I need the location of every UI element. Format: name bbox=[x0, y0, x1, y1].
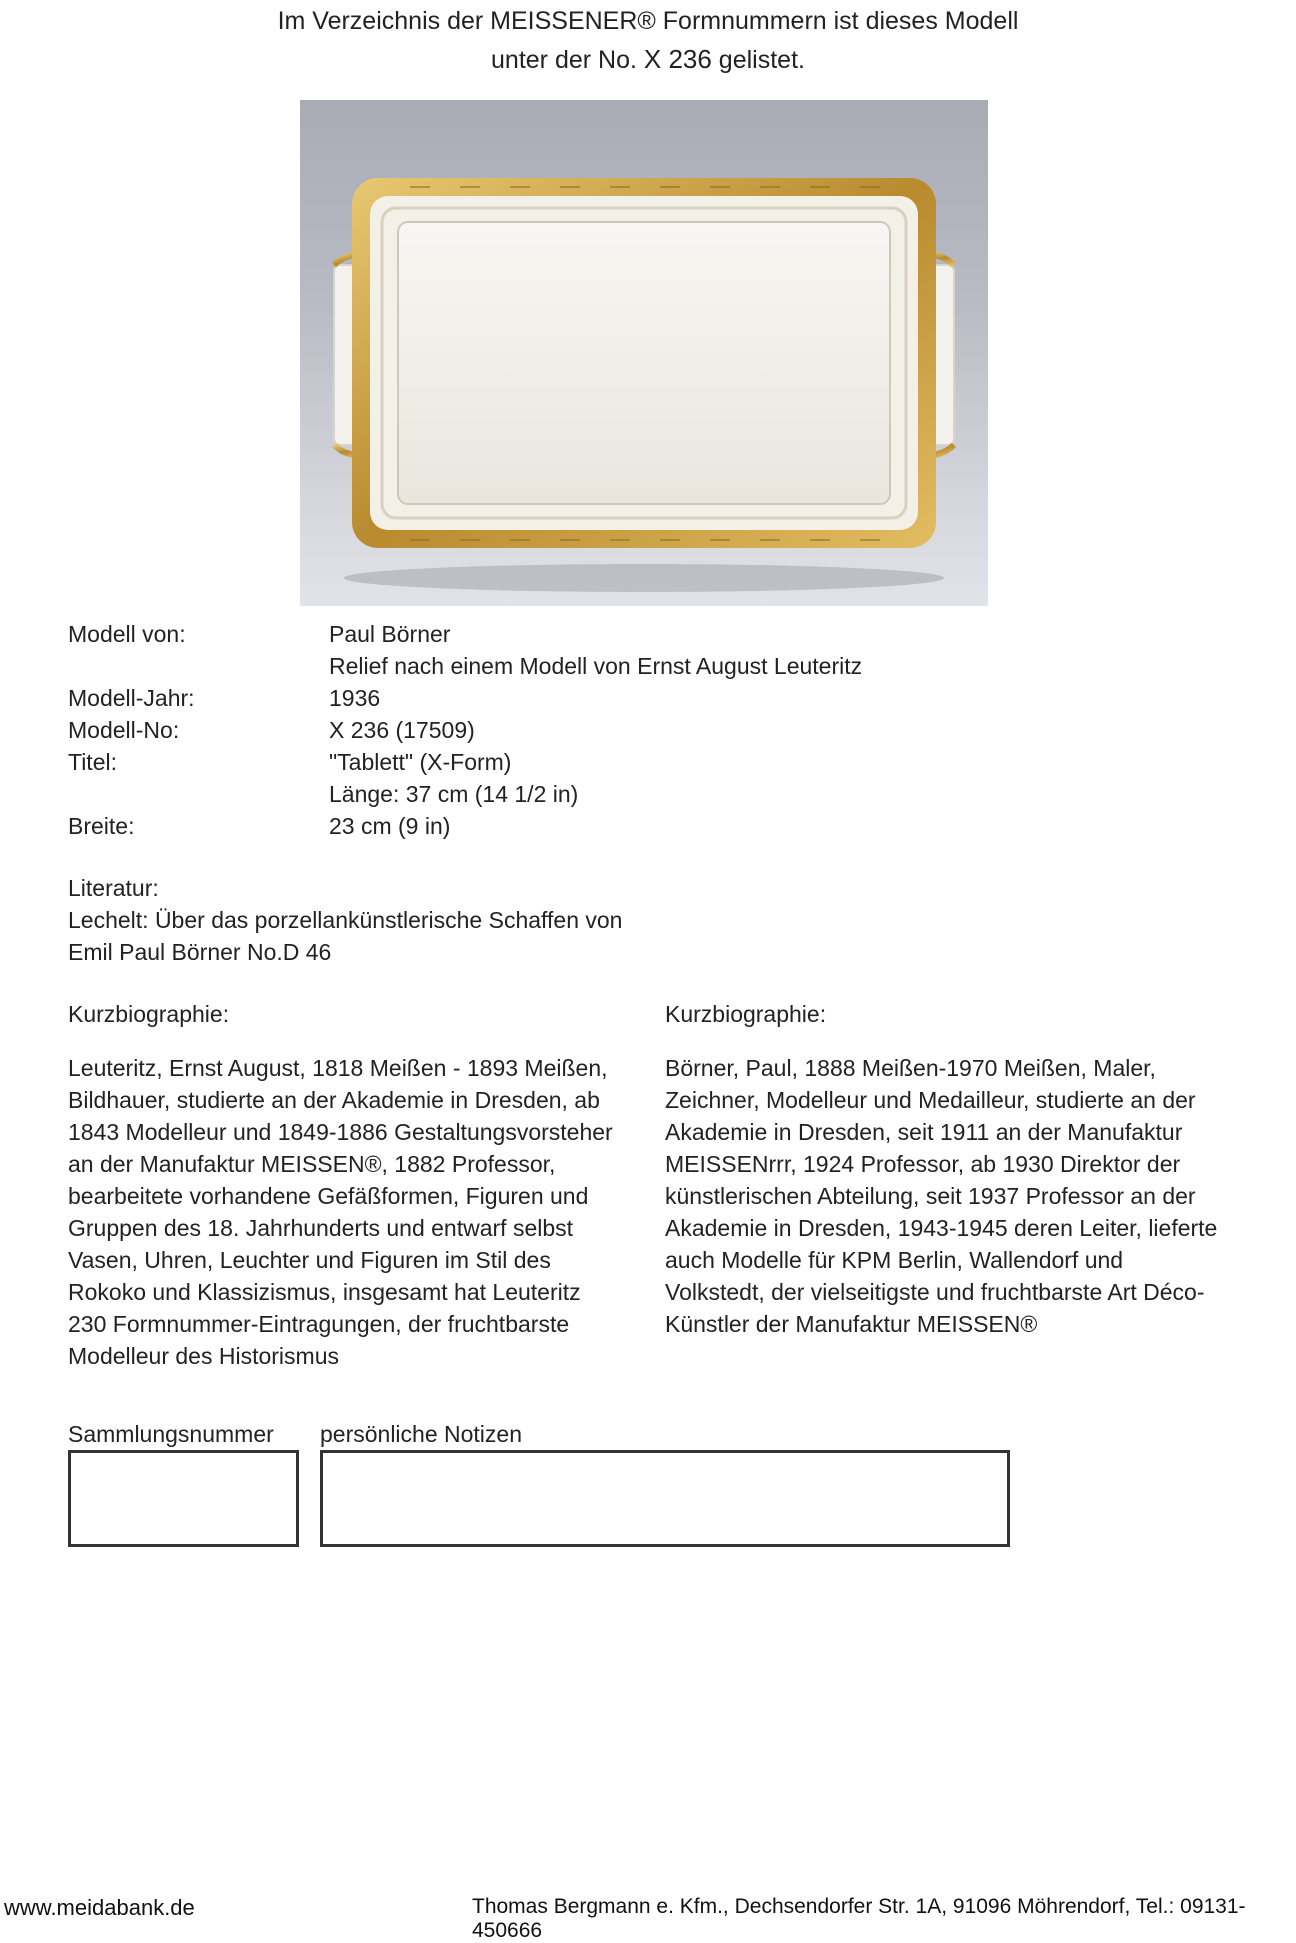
footer-website[interactable]: www.meidabank.de bbox=[4, 1895, 195, 1920]
label-modell-no: Modell-No: bbox=[68, 717, 180, 743]
label-modell-jahr: Modell-Jahr: bbox=[68, 685, 195, 711]
bio-left-line: 230 Formnummer-Eintragungen, der fruchtbarste bbox=[68, 1311, 570, 1337]
product-photo bbox=[300, 100, 988, 606]
bio-left-line: Gruppen des 18. Jahrhunderts und entwarf selbst bbox=[68, 1215, 574, 1241]
bio-right-line: Künstler der Manufaktur MEISSEN® bbox=[665, 1311, 1038, 1337]
value-titel: "Tablett" (X-Form) bbox=[329, 749, 512, 775]
header-line-2 bbox=[0, 40, 1296, 79]
tray-image bbox=[300, 100, 988, 606]
bio-left-text bbox=[68, 1052, 638, 1372]
value-modell-jahr: 1936 bbox=[329, 685, 381, 711]
label-breite: Breite: bbox=[68, 813, 135, 839]
bio-left-line: Leuteritz, Ernst August, 1818 Meißen - 1893 Meißen, bbox=[68, 1055, 608, 1081]
bio-left-line: Vasen, Uhren, Leuchter und Figuren im Stil des bbox=[68, 1247, 551, 1273]
footer-address: Thomas Bergmann e. Kfm., Dechsendorfer Str. 1A, 91096 Möhrendorf, Tel.: 09131-450666 bbox=[472, 1895, 1246, 1942]
notizen-field[interactable] bbox=[320, 1450, 1010, 1547]
bio-left-line: 1843 Modelleur und 1849-1886 Gestaltungsvorsteher bbox=[68, 1119, 613, 1145]
page-header bbox=[0, 2, 1296, 79]
model-number: X 236 bbox=[643, 44, 712, 74]
sammlungsnummer-label: Sammlungsnummer bbox=[68, 1421, 274, 1447]
bio-right-line: Akademie in Dresden, 1943-1945 deren Leiter, lieferte bbox=[665, 1215, 1218, 1241]
bio-right-line: Börner, Paul, 1888 Meißen-1970 Meißen, Maler, bbox=[665, 1055, 1156, 1081]
sammlungsnummer-field[interactable] bbox=[68, 1450, 299, 1547]
bio-right-line: Zeichner, Modelleur und Medailleur, studierte an der bbox=[665, 1087, 1196, 1113]
label-modell-von: Modell von: bbox=[68, 621, 186, 647]
bio-right-line: Volkstedt, der vielseitigste und fruchtbarste Art Déco- bbox=[665, 1279, 1205, 1305]
bio-right-heading: Kurzbiographie: bbox=[665, 1001, 827, 1027]
value-breite: 23 cm (9 in) bbox=[329, 813, 451, 839]
header-prefix: unter der No. bbox=[491, 46, 637, 74]
bio-left-line: Modelleur des Historismus bbox=[68, 1343, 339, 1369]
bio-left-line: an der Manufaktur MEISSEN®, 1882 Professor, bbox=[68, 1151, 556, 1177]
value-modell-von: Paul Börner bbox=[329, 621, 451, 647]
bio-right-line: auch Modelle für KPM Berlin, Wallendorf und bbox=[665, 1247, 1124, 1273]
value-laenge: Länge: 37 cm (14 1/2 in) bbox=[329, 781, 579, 807]
literatur-label: Literatur: bbox=[68, 875, 159, 901]
header-suffix: gelistet. bbox=[718, 46, 805, 74]
label-titel: Titel: bbox=[68, 749, 117, 775]
bio-right-text bbox=[665, 1052, 1235, 1340]
bio-right-line: künstlerischen Abteilung, seit 1937 Professor an der bbox=[665, 1183, 1196, 1209]
value-modell-no: X 236 (17509) bbox=[329, 717, 475, 743]
header-line-1: Im Verzeichnis der MEISSENER® Formnummern ist dieses Modell bbox=[277, 7, 1019, 35]
bio-left-heading: Kurzbiographie: bbox=[68, 1001, 230, 1027]
bio-left-line: Bildhauer, studierte an der Akademie in Dresden, ab bbox=[68, 1087, 600, 1113]
bio-left-line: Rokoko und Klassizismus, insgesamt hat Leuteritz bbox=[68, 1279, 581, 1305]
bio-right-line: MEISSENrrr, 1924 Professor, ab 1930 Direktor der bbox=[665, 1151, 1181, 1177]
bio-right-line: Akademie in Dresden, seit 1911 an der Manufaktur bbox=[665, 1119, 1183, 1145]
bio-left-line: bearbeitete vorhandene Gefäßformen, Figuren und bbox=[68, 1183, 589, 1209]
value-relief: Relief nach einem Modell von Ernst August Leuteritz bbox=[329, 653, 863, 679]
notizen-label: persönliche Notizen bbox=[320, 1421, 523, 1447]
literatur-line-1: Lechelt: Über das porzellankünstlerische Schaffen von bbox=[68, 907, 623, 933]
literatur-line-2: Emil Paul Börner No.D 46 bbox=[68, 939, 332, 965]
